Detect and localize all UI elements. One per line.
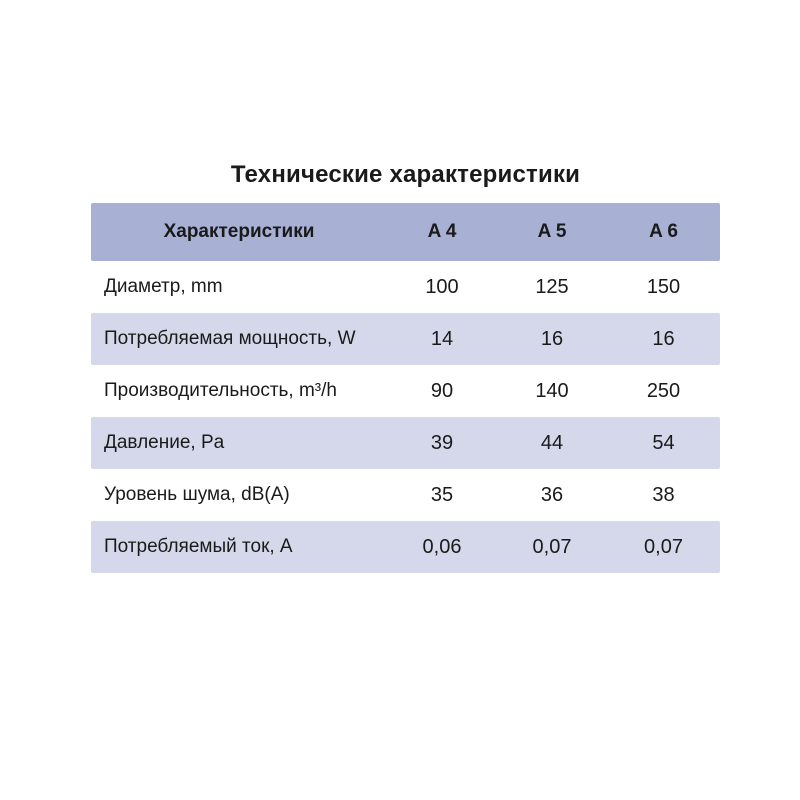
row-label: Уровень шума, dB(A) — [104, 483, 290, 505]
table-row-performance — [91, 365, 720, 417]
row-label: Диаметр, mm — [104, 275, 223, 297]
row-label: Производительность, m³/h — [104, 379, 337, 401]
row-value: 36 — [540, 484, 564, 506]
row-value: 35 — [430, 484, 454, 506]
table-row-pressure — [91, 417, 720, 469]
row-label: Потребляемая мощность, W — [104, 327, 356, 349]
table-header-row — [91, 203, 720, 261]
row-value: 54 — [652, 432, 675, 454]
header-col-a6: A 6 — [649, 220, 678, 242]
table-row-diameter — [91, 261, 720, 313]
row-value: 0,07 — [532, 536, 572, 558]
row-value: 0,06 — [422, 536, 462, 558]
header-col-a4: A 4 — [427, 220, 457, 242]
row-value: 125 — [535, 276, 569, 298]
header-characteristics: Характеристики — [163, 220, 315, 242]
row-value: 90 — [430, 380, 454, 402]
spec-table — [91, 203, 720, 573]
table-row-power — [91, 313, 720, 365]
row-value: 16 — [652, 328, 675, 350]
row-value: 150 — [646, 276, 681, 298]
table-row-current — [91, 521, 720, 573]
row-value: 0,07 — [644, 536, 683, 558]
row-label: Давление, Pa — [104, 431, 225, 453]
row-value: 100 — [425, 276, 459, 298]
table-row-noise — [91, 469, 720, 521]
row-label: Потребляемый ток, A — [104, 535, 293, 557]
row-value: 250 — [646, 380, 681, 402]
row-value: 140 — [535, 380, 569, 402]
row-value: 14 — [430, 328, 454, 350]
row-value: 38 — [652, 484, 675, 506]
row-value: 16 — [540, 328, 564, 350]
row-value: 44 — [540, 432, 564, 454]
row-value: 39 — [430, 432, 454, 454]
page-title: Технические характеристики — [230, 161, 581, 188]
header-col-a5: A 5 — [537, 220, 567, 242]
